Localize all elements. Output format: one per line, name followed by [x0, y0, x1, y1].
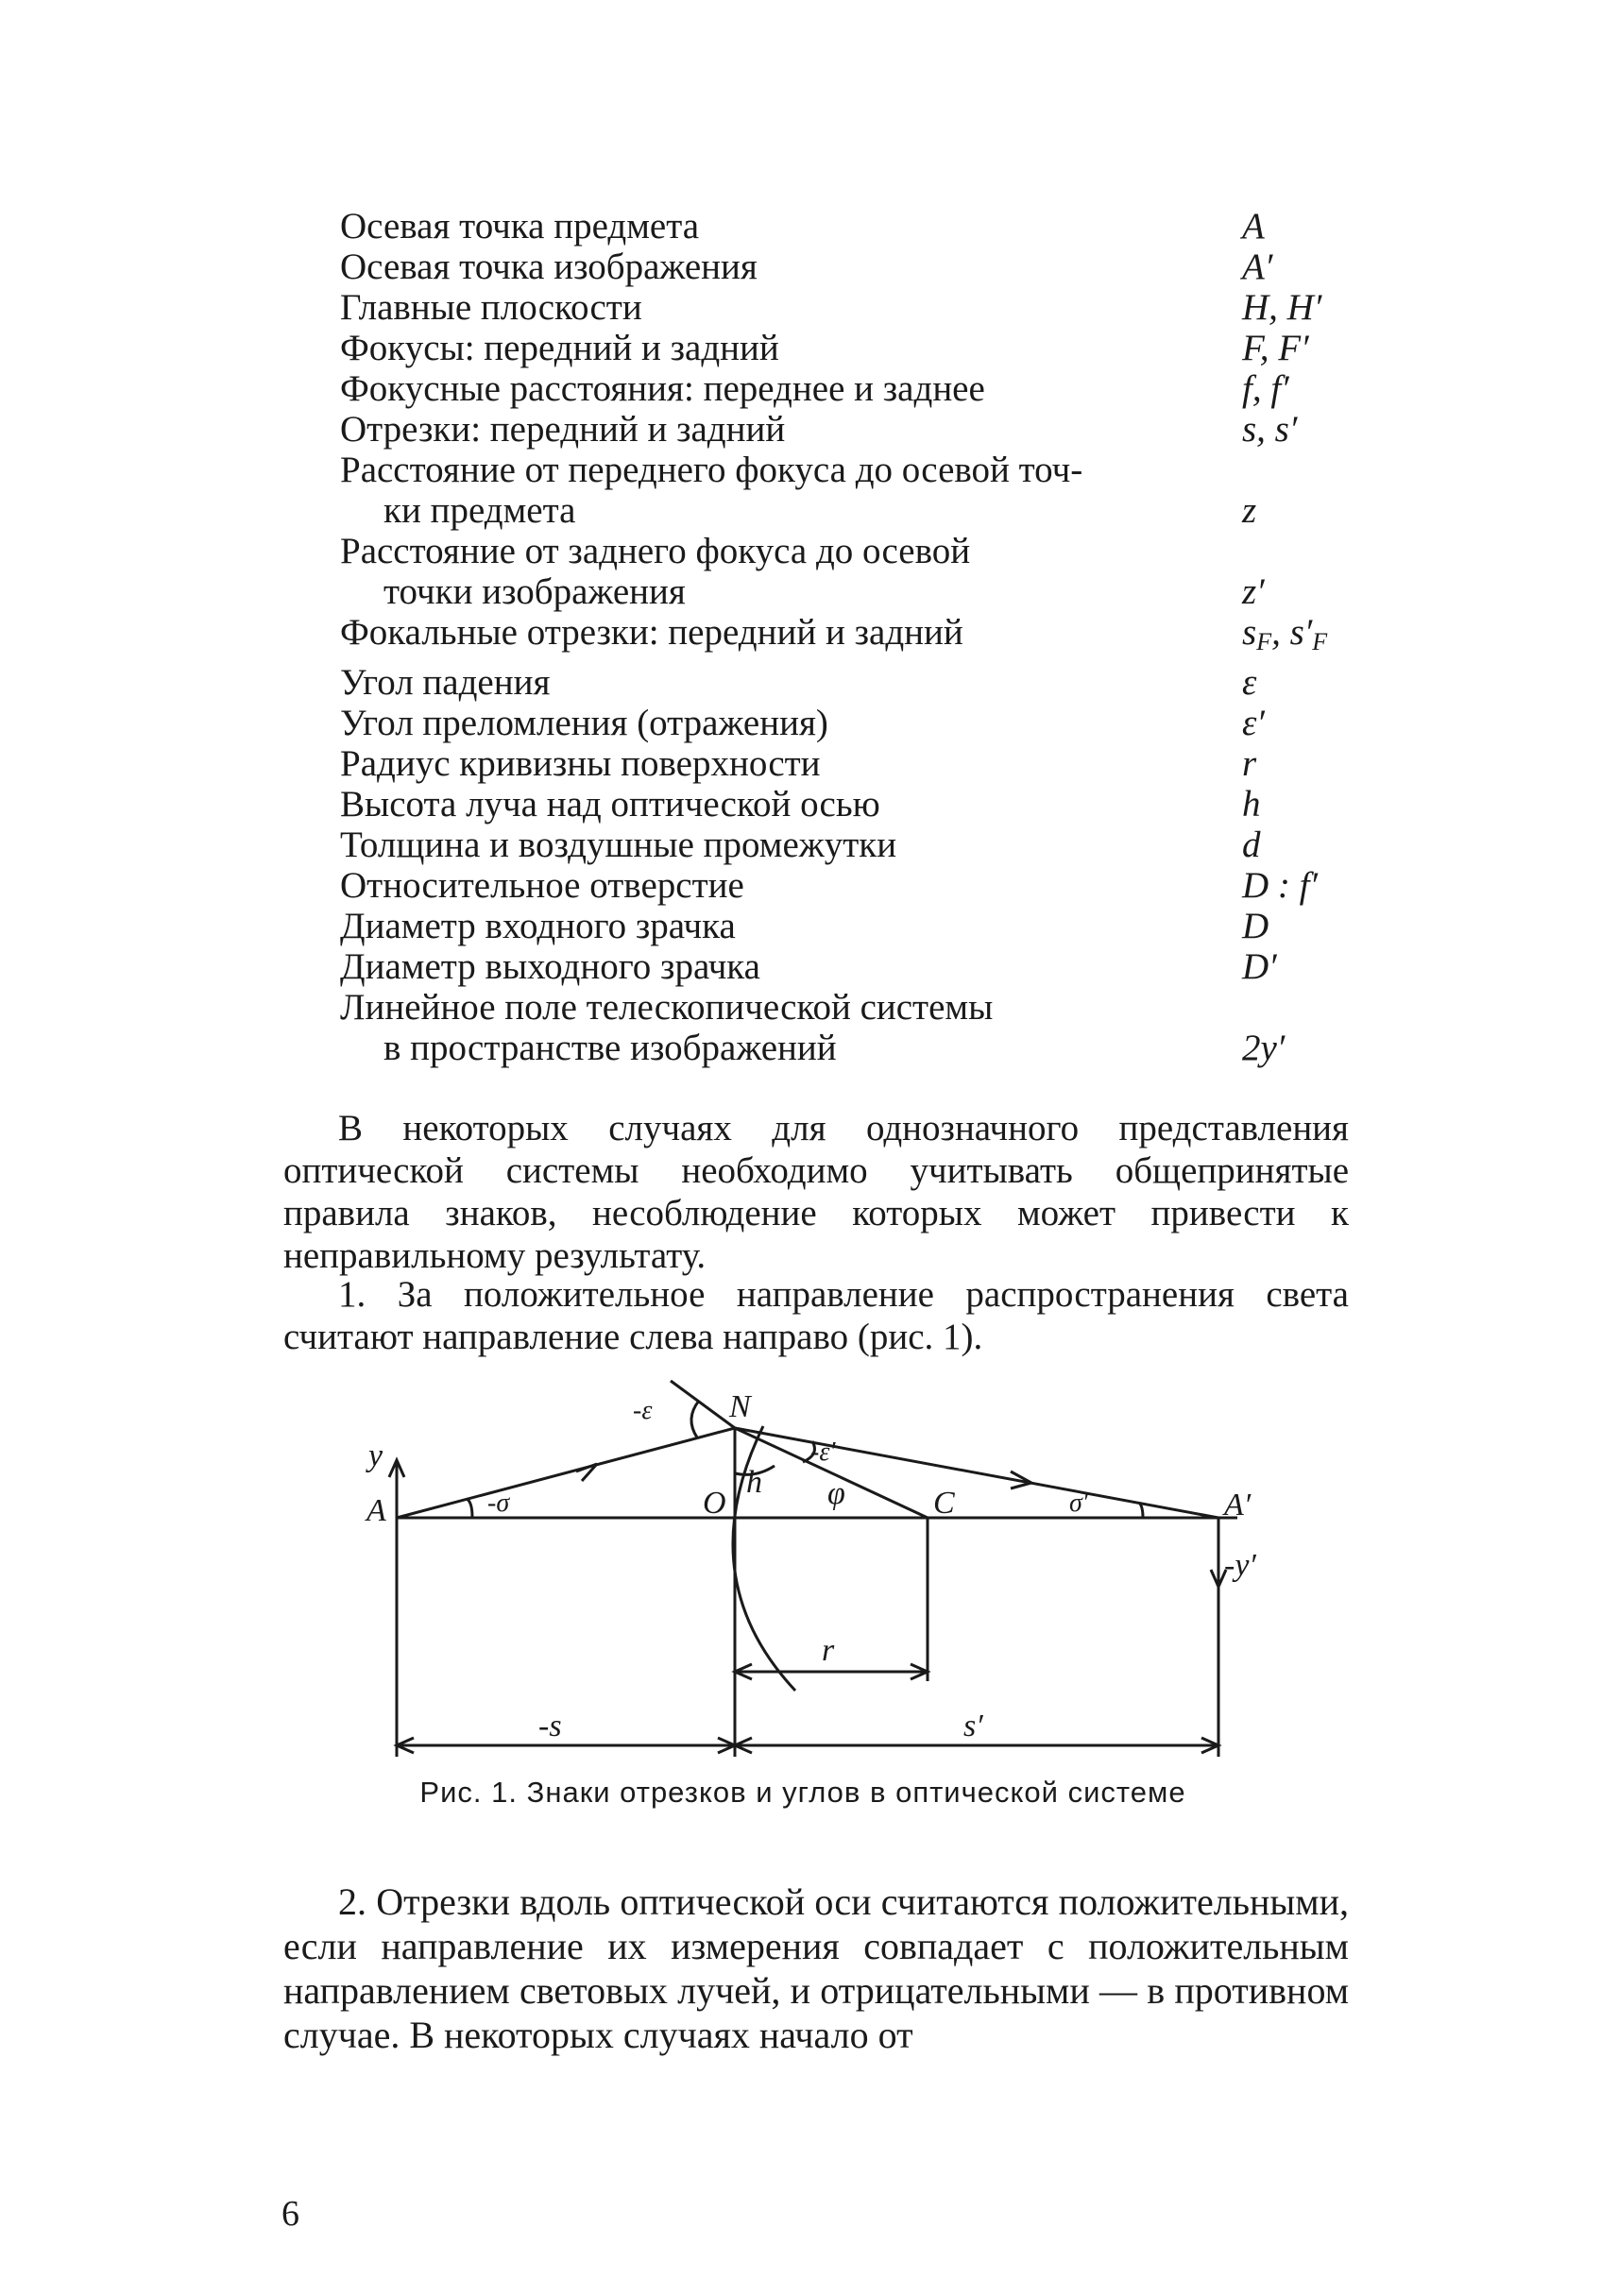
focal-front-subscript: F	[1256, 628, 1272, 655]
notation-term: Угол падения	[340, 662, 551, 703]
paragraph-intro-text: В некоторых случаях для однозначного представления оптической системы необходимо учитывать общепринятые правила знаков, несоблюдение которых может привести к неправильному результату.	[283, 1108, 1349, 1276]
notation-row	[340, 987, 1370, 1068]
notation-symbol: D	[1242, 906, 1269, 946]
notation-symbol: 2y′	[1242, 1028, 1286, 1068]
label-minus-epsilon: -ε	[633, 1396, 653, 1425]
label-A-prime: A′	[1224, 1488, 1252, 1522]
label-r: r	[822, 1633, 835, 1668]
notation-term: Главные плоскости	[340, 287, 642, 328]
focal-back-subscript: F	[1312, 628, 1328, 655]
refracting-surface	[733, 1426, 795, 1691]
notation-term-line2: ки предмета	[383, 490, 576, 531]
focal-front-symbol: s	[1242, 612, 1257, 653]
notation-symbol: s, s′	[1242, 409, 1298, 450]
label-s-prime: s′	[963, 1709, 983, 1743]
notation-row	[340, 946, 1370, 987]
notation-row	[340, 450, 1370, 531]
notation-row	[340, 703, 1370, 743]
notation-term	[340, 987, 1242, 1068]
notation-symbol: F, F′	[1242, 328, 1309, 368]
notation-term: Отрезки: передний и задний	[340, 409, 786, 450]
notation-row	[340, 865, 1370, 906]
label-minus-s: -s	[538, 1709, 562, 1743]
notation-table	[340, 206, 1370, 1068]
paragraph-intro	[283, 1107, 1349, 1277]
notation-row	[340, 662, 1370, 703]
notation-row	[340, 825, 1370, 865]
notation-term: Радиус кривизны поверхности	[340, 743, 821, 784]
notation-symbol: z′	[1242, 571, 1265, 612]
notation-term: Угол преломления (отражения)	[340, 703, 828, 743]
notation-term: Осевая точка предмета	[340, 206, 700, 247]
notation-symbol: A′	[1242, 247, 1273, 287]
notation-symbol: ε′	[1242, 703, 1265, 743]
normal-line	[671, 1381, 735, 1428]
label-O: O	[703, 1486, 726, 1521]
focal-back-symbol: s′	[1289, 612, 1313, 653]
notation-row	[340, 328, 1370, 368]
paragraph-rule-1	[283, 1273, 1349, 1358]
notation-symbol: d	[1242, 825, 1261, 865]
angle-epsilon-arc	[691, 1401, 699, 1437]
notation-term: Диаметр входного зрачка	[340, 906, 736, 946]
label-A: A	[366, 1493, 386, 1528]
notation-term: Высота луча над оптической осью	[340, 784, 880, 825]
notation-symbol: A	[1242, 206, 1265, 247]
figure-caption: Рис. 1. Знаки отрезков и углов в оптической системе	[419, 1776, 1186, 1809]
notation-symbol: $s_F$, $s'_F$	[1242, 612, 1328, 655]
notation-term-line2: точки изображения	[383, 571, 686, 612]
label-h: h	[746, 1465, 762, 1500]
notation-term-line1: Расстояние от заднего фокуса до осевой	[340, 531, 971, 571]
notation-row	[340, 368, 1370, 409]
notation-row	[340, 906, 1370, 946]
label-N: N	[729, 1389, 751, 1424]
paragraph-rule-1-text: 1. За положительное направление распространения света считают направление слева направо (рис. 1).	[283, 1274, 1349, 1357]
notation-term: Толщина и воздушные промежутки	[340, 825, 897, 865]
notation-symbol: f, f′	[1242, 368, 1289, 409]
notation-term	[340, 450, 1242, 531]
notation-symbol: D : f′	[1242, 865, 1319, 906]
notation-row	[340, 206, 1370, 247]
incident-ray-arrow	[576, 1464, 597, 1481]
notation-term: Фокусы: передний и задний	[340, 328, 779, 368]
notation-symbol: z	[1242, 490, 1257, 531]
incident-ray	[397, 1428, 735, 1518]
notation-term	[340, 531, 1242, 612]
notation-term-line1: Линейное поле телескопической системы	[340, 987, 994, 1028]
notation-term-line1: Расстояние от переднего фокуса до осевой точ-	[340, 450, 1083, 490]
notation-row	[340, 409, 1370, 450]
label-epsilon-prime: -ε′	[810, 1437, 836, 1467]
notation-term: Относительное отверстие	[340, 865, 744, 906]
notation-symbol: h	[1242, 784, 1261, 825]
refracted-ray	[735, 1428, 1218, 1518]
label-minus-y-prime: -y′	[1224, 1548, 1256, 1583]
notation-term: Осевая точка изображения	[340, 247, 758, 287]
figure-sign-conventions	[359, 1360, 1266, 1776]
notation-symbol: r	[1242, 743, 1257, 784]
notation-row	[340, 531, 1370, 612]
label-sigma-prime: σ′	[1069, 1488, 1088, 1518]
notation-symbol: D′	[1242, 946, 1277, 987]
notation-term: Фокусные расстояния: переднее и заднее	[340, 368, 985, 409]
notation-row	[340, 612, 1370, 662]
angle-sigma-arc	[467, 1499, 472, 1518]
label-y: y	[368, 1438, 383, 1473]
page-number: 6	[281, 2194, 299, 2234]
label-C: C	[933, 1486, 955, 1521]
label-phi: φ	[827, 1476, 845, 1511]
notation-row	[340, 784, 1370, 825]
paragraph-rule-2	[283, 1879, 1349, 2057]
notation-term: Фокальные отрезки: передний и задний	[340, 612, 963, 653]
paragraph-rule-2-text: 2. Отрезки вдоль оптической оси считаются положительными, если направление их измерения совпадает с положительным направлением световых лучей, и отрицательными — в противном случае. В некоторых случаях начало от	[283, 1880, 1349, 2056]
notation-term: Диаметр выходного зрачка	[340, 946, 760, 987]
notation-symbol: H, H′	[1242, 287, 1322, 328]
notation-row	[340, 287, 1370, 328]
notation-row	[340, 743, 1370, 784]
label-minus-sigma: -σ	[487, 1488, 510, 1518]
notation-term-line2: в пространстве изображений	[383, 1028, 837, 1068]
notation-symbol: ε	[1242, 662, 1257, 703]
notation-row	[340, 247, 1370, 287]
